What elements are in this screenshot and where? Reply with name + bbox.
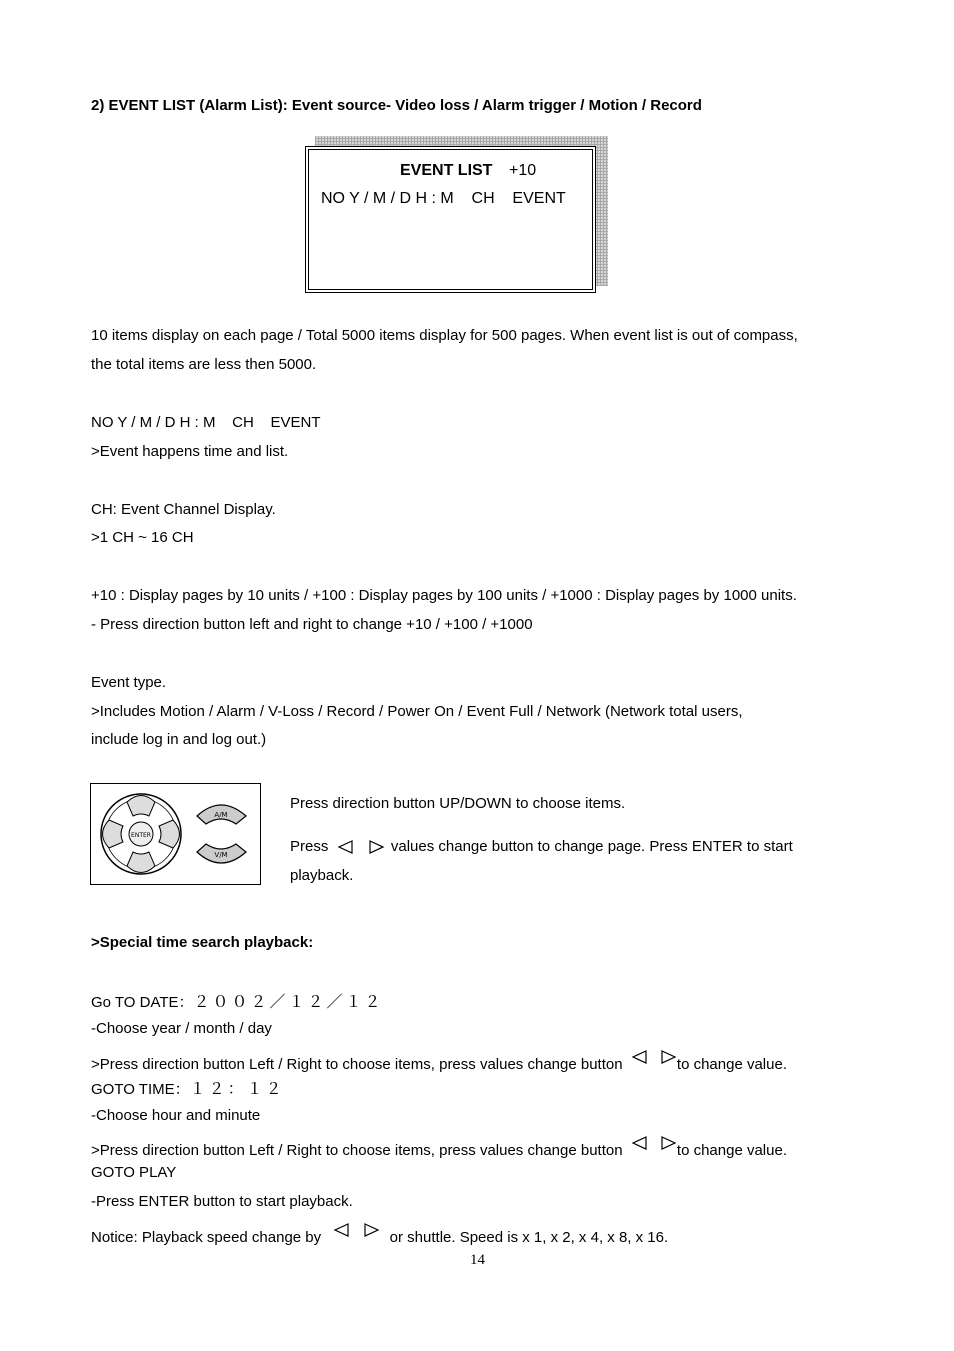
choose-hm: -Choose hour and minute	[91, 1107, 261, 1124]
ch-title: CH: Event Channel Display.	[91, 501, 276, 518]
updown-text: Press direction button UP/DOWN to choose items.	[290, 795, 626, 812]
left-arrow-icon	[333, 1222, 351, 1238]
goto-date-line	[91, 989, 384, 1012]
event-type-line1: >Includes Motion / Alarm / V-Loss / Record / Power On / Event Full / Network (Network total users,	[91, 703, 743, 720]
page-change-line	[290, 838, 793, 855]
para-items-line1: 10 items display on each page / Total 5000 items display for 500 pages. When event list is out of compass,	[91, 327, 798, 344]
left-arrow-icon	[631, 1135, 649, 1151]
special-title: >Special time search playback:	[91, 934, 314, 951]
event-list-step: +10	[509, 162, 537, 179]
press-lr-text-1: >Press direction button Left / Right to choose items, press values change button	[91, 1056, 623, 1073]
no-header: NO Y / M / D H : M CH EVENT	[91, 414, 321, 431]
press-word: Press	[290, 838, 329, 855]
remote-down-label: V/M	[214, 851, 228, 859]
remote-dpad-icon	[91, 784, 260, 884]
page-number: 14	[470, 1252, 485, 1268]
press-lr-text-2: >Press direction button Left / Right to choose items, press values change button	[91, 1142, 623, 1159]
press-lr-line-1	[91, 1049, 787, 1073]
right-arrow-icon	[362, 1222, 380, 1238]
playback-word: playback.	[290, 867, 354, 884]
no-desc: >Event happens time and list.	[91, 443, 289, 460]
remote-control-image	[90, 783, 261, 885]
event-list-columns: NO Y / M / D H : M CH EVENT	[321, 190, 566, 207]
goto-time-line	[91, 1076, 285, 1099]
press-lr-line-2	[91, 1135, 787, 1159]
right-arrow-icon	[367, 839, 385, 855]
ch-desc: >1 CH ~ 16 CH	[91, 529, 194, 546]
to-change-text-2: to change value.	[676, 1142, 787, 1159]
goto-time-label: GOTO TIME：	[91, 1081, 190, 1098]
remote-up-label: A/M	[214, 811, 228, 819]
left-arrow-icon	[631, 1049, 649, 1065]
section-heading: 2) EVENT LIST (Alarm List): Event source- Video loss / Alarm trigger / Motion / Record	[91, 97, 702, 114]
event-list-title: EVENT LIST	[400, 162, 493, 179]
goto-play: GOTO PLAY	[91, 1164, 177, 1181]
para-items-line2: the total items are less then 5000.	[91, 356, 317, 373]
goto-time-value: １２：１２	[189, 1079, 285, 1098]
page-change-text: values change button to change page. Press ENTER to start	[390, 838, 793, 855]
event-type-line2: include log in and log out.)	[91, 731, 267, 748]
choose-ymd: -Choose year / month / day	[91, 1020, 272, 1037]
units-desc: - Press direction button left and right to change +10 / +100 / +1000	[91, 616, 533, 633]
right-arrow-icon	[659, 1135, 677, 1151]
remote-enter-label: ENTER	[131, 832, 151, 839]
notice-text-b: or shuttle. Speed is x 1, x 2, x 4, x 8, x 16.	[389, 1229, 669, 1246]
notice-line	[91, 1222, 668, 1246]
right-arrow-icon	[659, 1049, 677, 1065]
units-line: +10 : Display pages by 10 units / +100 : Display pages by 100 units / +1000 : Display pages by 1000 units.	[91, 587, 797, 604]
notice-text-a: Notice: Playback speed change by	[91, 1229, 322, 1246]
goto-date-value: ２００２／１２／１２	[193, 992, 384, 1011]
press-enter: -Press ENTER button to start playback.	[91, 1193, 353, 1210]
goto-date-label: Go TO DATE：	[91, 994, 194, 1011]
event-type-title: Event type.	[91, 674, 167, 691]
to-change-text-1: to change value.	[676, 1056, 787, 1073]
left-arrow-icon	[337, 839, 355, 855]
